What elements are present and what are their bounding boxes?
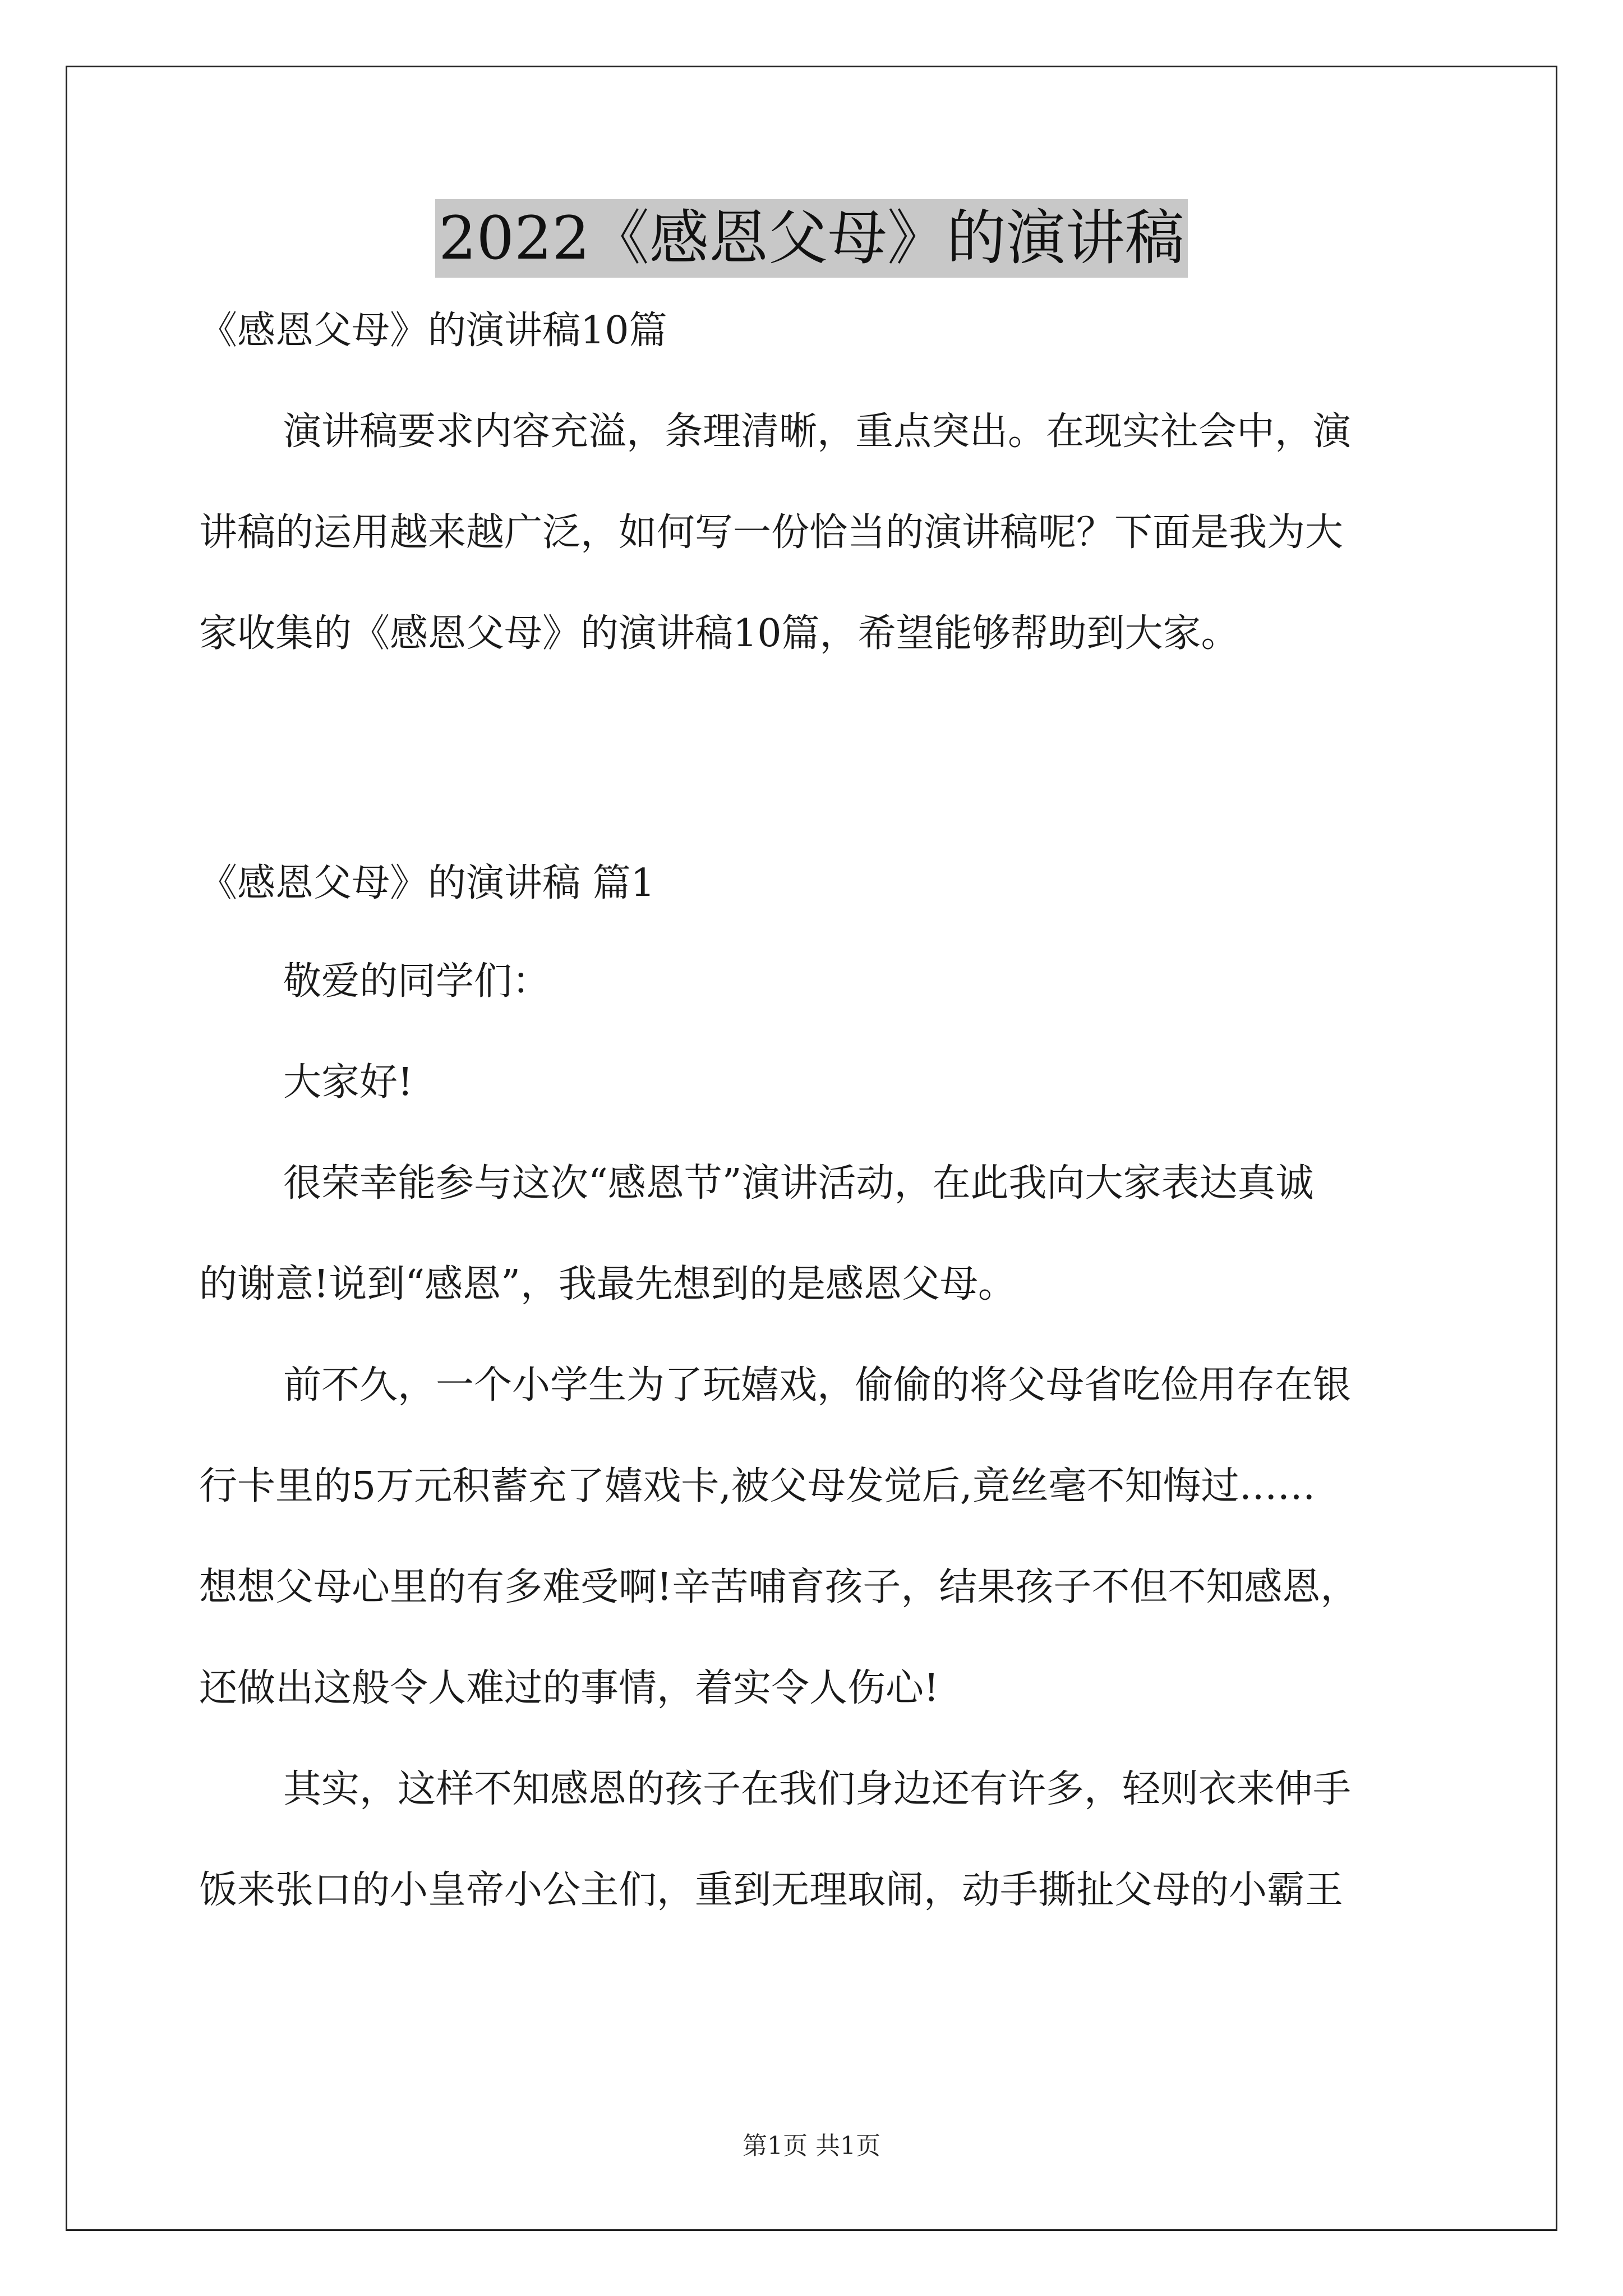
section-heading: 《感恩父母》的演讲稿 篇1 (199, 861, 655, 905)
paragraph-line: 很荣幸能参与这次“感恩节”演讲活动，在此我向大家表达真诚 (283, 1161, 1314, 1205)
paragraph-line: 饭来张口的小皇帝小公主们，重到无理取闹，动手撕扯父母的小霸王 (199, 1868, 1344, 1912)
page-number-footer: 第1页 共1页 (743, 2132, 880, 2160)
paragraph-line: 其实，这样不知感恩的孩子在我们身边还有许多，轻则衣来伸手 (283, 1767, 1352, 1811)
paragraph-line: 家收集的《感恩父母》的演讲稿10篇，希望能够帮助到大家。 (199, 611, 1239, 656)
salutation-line: 敬爱的同学们： (283, 959, 551, 1004)
paragraph-line: 行卡里的5万元积蓄充了嬉戏卡,被父母发觉后,竟丝毫不知悔过…… (199, 1464, 1316, 1508)
paragraph-line: 还做出这般令人难过的事情，着实令人伤心! (199, 1666, 939, 1710)
title-container (0, 199, 1623, 278)
document-title: 2022《感恩父母》的演讲稿 (435, 199, 1188, 278)
paragraph-line: 讲稿的运用越来越广泛，如何写一份恰当的演讲稿呢？下面是我为大 (199, 510, 1344, 555)
paragraph-line: 想想父母心里的有多难受啊!辛苦哺育孩子，结果孩子不但不知感恩， (199, 1565, 1359, 1609)
subtitle-line: 《感恩父母》的演讲稿10篇 (199, 309, 667, 353)
paragraph-line: 的谢意!说到“感恩”，我最先想到的是感恩父母。 (199, 1262, 1016, 1306)
paragraph-line: 前不久，一个小学生为了玩嬉戏，偷偷的将父母省吃俭用存在银 (283, 1363, 1352, 1407)
greeting-line: 大家好! (283, 1060, 413, 1105)
paragraph-line: 演讲稿要求内容充溢，条理清晰，重点突出。在现实社会中，演 (283, 409, 1352, 454)
